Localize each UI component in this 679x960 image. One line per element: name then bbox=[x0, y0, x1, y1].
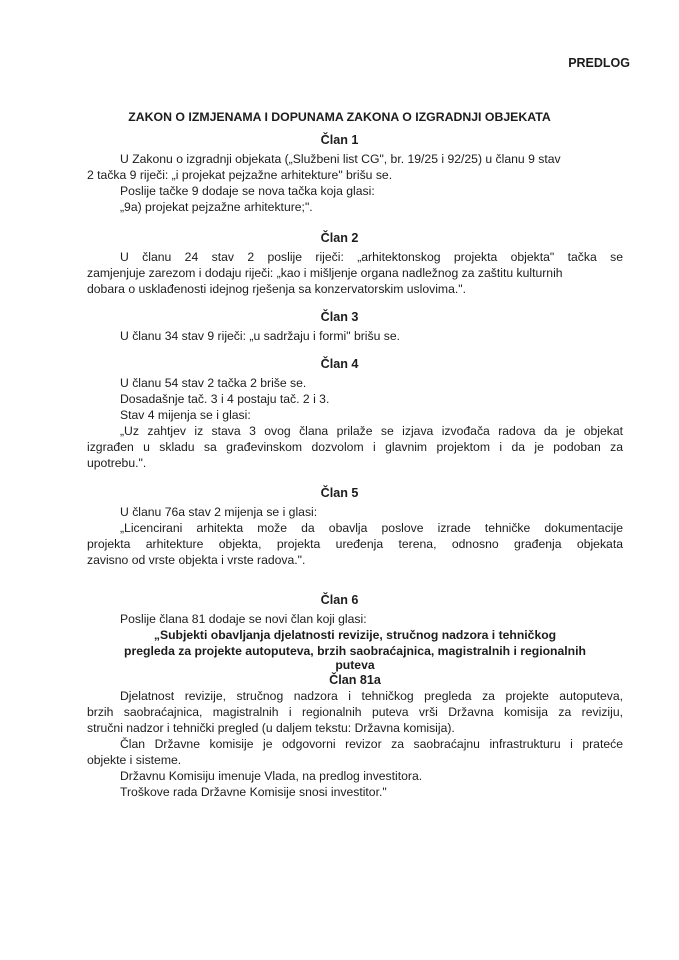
clan-1-line: 2 tačka 9 riječi: „i projekat pejzažne arhitekture" brišu se. bbox=[87, 168, 393, 182]
clan-2-line: zamjenjuje zarezom i dodaju riječi: „kao i mišljenje organa nadležnog za zaštitu kulturnih bbox=[87, 266, 563, 280]
clan-1-body bbox=[87, 151, 623, 215]
clan-4-line: izgrađen u skladu sa građevinskom dozvolom i glavnim projektom i da je podoban za bbox=[87, 440, 623, 454]
clan-4-body bbox=[87, 375, 623, 471]
clan-6-subheading-line: puteva bbox=[335, 658, 375, 672]
clan-1-heading: Član 1 bbox=[320, 133, 359, 147]
clan-5-line: U članu 76a stav 2 mijenja se i glasi: bbox=[120, 505, 318, 519]
clan-4-line: Dosadašnje tač. 3 i 4 postaju tač. 2 i 3. bbox=[120, 392, 330, 406]
clan-81a-line: Troškove rada Državne Komisije snosi investitor." bbox=[120, 785, 387, 799]
clan-5-body bbox=[87, 504, 623, 568]
clan-1-line: Poslije tačke 9 dodaje se nova tačka koja glasi: bbox=[120, 184, 375, 198]
clan-5-line: „Licencirani arhitekta može da obavlja poslove izrade tehničke dokumentacije bbox=[120, 521, 623, 535]
clan-81a-line: stručni nadzor i tehnički pregled (u daljem tekstu: Državna komisija). bbox=[87, 721, 455, 735]
proposal-label: PREDLOG bbox=[568, 56, 630, 70]
clan-6-body bbox=[87, 611, 623, 800]
clan-6-subheading-line: „Subjekti obavljanja djelatnosti revizije, stručnog nadzora i tehničkog bbox=[153, 628, 557, 642]
clan-3-line: U članu 34 stav 9 riječi: „u sadržaju i formi" brišu se. bbox=[120, 329, 401, 343]
clan-1-line: U Zakonu o izgradnji objekata („Službeni list CG", br. 19/25 i 92/25) u članu 9 stav bbox=[120, 152, 561, 166]
clan-4-line: „Uz zahtjev iz stava 3 ovog člana prilaže se izjava izvođača radova da je objekat bbox=[120, 424, 623, 438]
clan-81a-line: brzih saobraćajnica, magistralnih i regionalnih puteva vrši Državna komisija za reviziju, bbox=[87, 705, 623, 719]
clan-4-line: Stav 4 mijenja se i glasi: bbox=[120, 408, 251, 422]
clan-3-heading: Član 3 bbox=[320, 310, 359, 324]
clan-2-line: dobara o usklađenosti idejnog rješenja sa konzervatorskim uslovima.". bbox=[87, 282, 466, 296]
clan-4-line: upotrebu.". bbox=[87, 456, 147, 470]
clan-5-line: projekta arhitekture objekta, projekta uređenja terena, odnosno građenja objekata bbox=[87, 537, 623, 551]
clan-2-body bbox=[87, 249, 623, 297]
clan-5-line: zavisno od vrste objekta i vrste radova.". bbox=[87, 553, 306, 567]
clan-81a-line: objekte i sisteme. bbox=[87, 753, 182, 767]
clan-81a-line: Djelatnost revizije, stručnog nadzora i tehničkog pregleda za projekte autoputeva, bbox=[120, 689, 623, 703]
clan-3-body bbox=[87, 328, 623, 344]
clan-6-subheading-line: pregleda za projekte autoputeva, brzih saobraćajnica, magistralnih i regionalnih bbox=[124, 644, 586, 658]
clan-5-heading: Član 5 bbox=[320, 486, 359, 500]
clan-2-heading: Član 2 bbox=[320, 231, 359, 245]
clan-81a-heading: Član 81a bbox=[329, 673, 381, 687]
clan-6-heading: Član 6 bbox=[320, 593, 359, 607]
clan-2-line: U članu 24 stav 2 poslije riječi: „arhitektonskog projekta objekta" tačka se bbox=[120, 250, 623, 264]
clan-81a-line: Državnu Komisiju imenuje Vlada, na predlog investitora. bbox=[120, 769, 423, 783]
clan-6-intro: Poslije člana 81 dodaje se novi član koji glasi: bbox=[120, 612, 367, 626]
clan-81a-line: Član Državne komisije je odgovorni revizor za saobraćajnu infrastrukturu i prateće bbox=[120, 737, 623, 751]
clan-1-line: „9a) projekat pejzažne arhitekture;". bbox=[120, 200, 313, 214]
clan-4-line: U članu 54 stav 2 tačka 2 briše se. bbox=[120, 376, 307, 390]
clan-4-heading: Član 4 bbox=[320, 357, 359, 371]
law-title: ZAKON O IZMJENAMA I DOPUNAMA ZAKONA O IZGRADNJI OBJEKATA bbox=[128, 110, 551, 124]
